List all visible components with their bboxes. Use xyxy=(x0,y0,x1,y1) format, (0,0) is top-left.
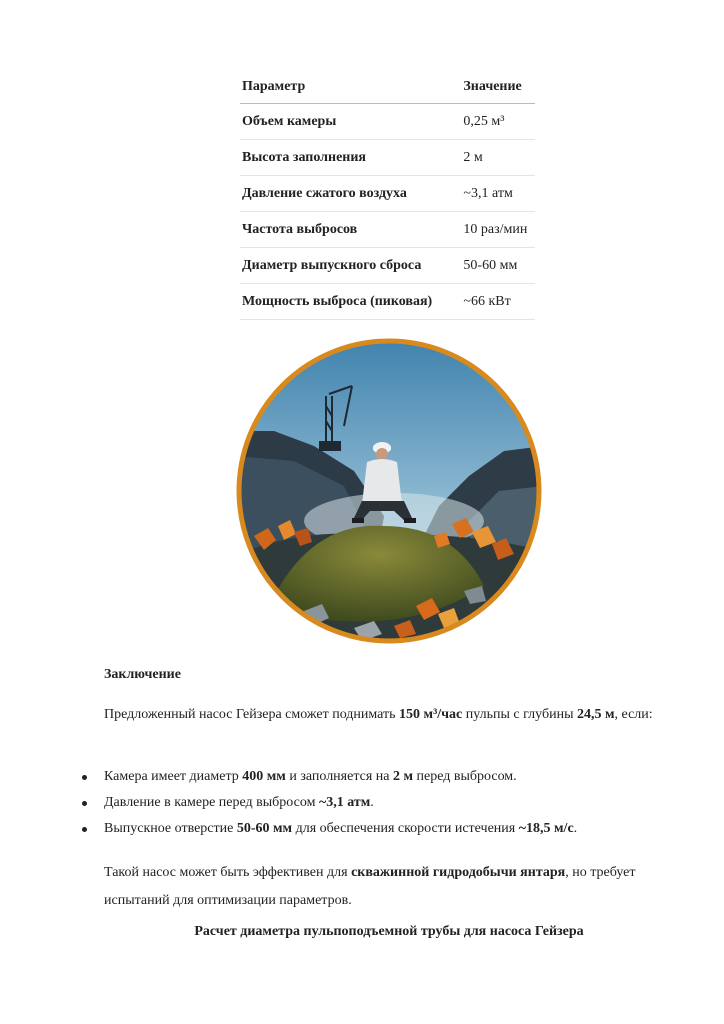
parameter-name: Высота заполнения xyxy=(240,140,447,176)
parameter-name: Мощность выброса (пиковая) xyxy=(240,284,447,320)
bold-text-run: ~18,5 м/с xyxy=(518,821,574,836)
parameter-value: 10 раз/мин xyxy=(447,212,535,248)
text-run: , но требует испытаний для оптимизации параметров. xyxy=(104,865,636,908)
table-row xyxy=(240,212,535,248)
parameter-value: 0,25 м³ xyxy=(447,104,535,140)
parameter-value: ~3,1 атм xyxy=(447,176,535,212)
parameter-value: 2 м xyxy=(447,140,535,176)
section-title-conclusion: Заключение xyxy=(104,667,181,682)
table-row xyxy=(240,176,535,212)
bold-text-run: 150 м³/час xyxy=(399,707,463,722)
bold-text-run: 50-60 мм xyxy=(236,821,293,836)
list-item xyxy=(80,790,680,816)
table-header-row xyxy=(240,70,535,104)
text-run: Такой насос может быть эффективен для xyxy=(104,865,352,880)
list-item xyxy=(80,816,680,842)
bold-text-run: 24,5 м xyxy=(576,707,615,722)
table-row xyxy=(240,104,535,140)
parameters-table xyxy=(240,70,535,320)
text-run: и заполняется на xyxy=(285,769,393,784)
table-row xyxy=(240,140,535,176)
bullet-icon xyxy=(82,827,87,832)
parameter-value: 50-60 мм xyxy=(447,248,535,284)
parameter-name: Давление сжатого воздуха xyxy=(240,176,447,212)
bold-text-run: ~3,1 атм xyxy=(318,795,371,810)
table-row xyxy=(240,284,535,320)
column-header-value: Значение xyxy=(447,70,535,104)
text-run: Выпускное отверстие xyxy=(104,821,237,836)
bullet-icon xyxy=(82,775,87,780)
text-run: для обеспечения скорости истечения xyxy=(292,821,519,836)
conclusion-closing-paragraph xyxy=(104,859,674,915)
parameter-value: ~66 кВт xyxy=(447,284,535,320)
text-run: Камера имеет диаметр xyxy=(104,769,243,784)
conditions-list xyxy=(80,764,680,842)
section-heading-pipe-diameter: Расчет диаметра пульпоподъемной трубы для насоса Гейзера xyxy=(194,924,584,939)
parameter-name: Диаметр выпускного сброса xyxy=(240,248,447,284)
list-item xyxy=(80,764,680,790)
column-header-parameter: Параметр xyxy=(240,70,447,104)
parameter-name: Частота выбросов xyxy=(240,212,447,248)
bold-text-run: 2 м xyxy=(392,769,414,784)
conclusion-intro-paragraph xyxy=(104,700,664,730)
bold-text-run: 400 мм xyxy=(242,769,286,784)
table-row xyxy=(240,248,535,284)
text-run: Предложенный насос Гейзера сможет поднимать xyxy=(104,707,400,722)
text-run: . xyxy=(370,795,374,810)
parameter-name: Объем камеры xyxy=(240,104,447,140)
bullet-icon xyxy=(82,801,87,806)
text-run: . xyxy=(573,821,578,836)
circular-illustration xyxy=(234,336,544,646)
text-run: Давление в камере перед выбросом xyxy=(104,795,319,810)
text-run: перед выбросом. xyxy=(413,769,517,784)
text-run: , если: xyxy=(614,707,653,722)
text-run: пульпы с глубины xyxy=(462,707,577,722)
bold-text-run: скважинной гидродобычи янтаря xyxy=(351,865,566,880)
